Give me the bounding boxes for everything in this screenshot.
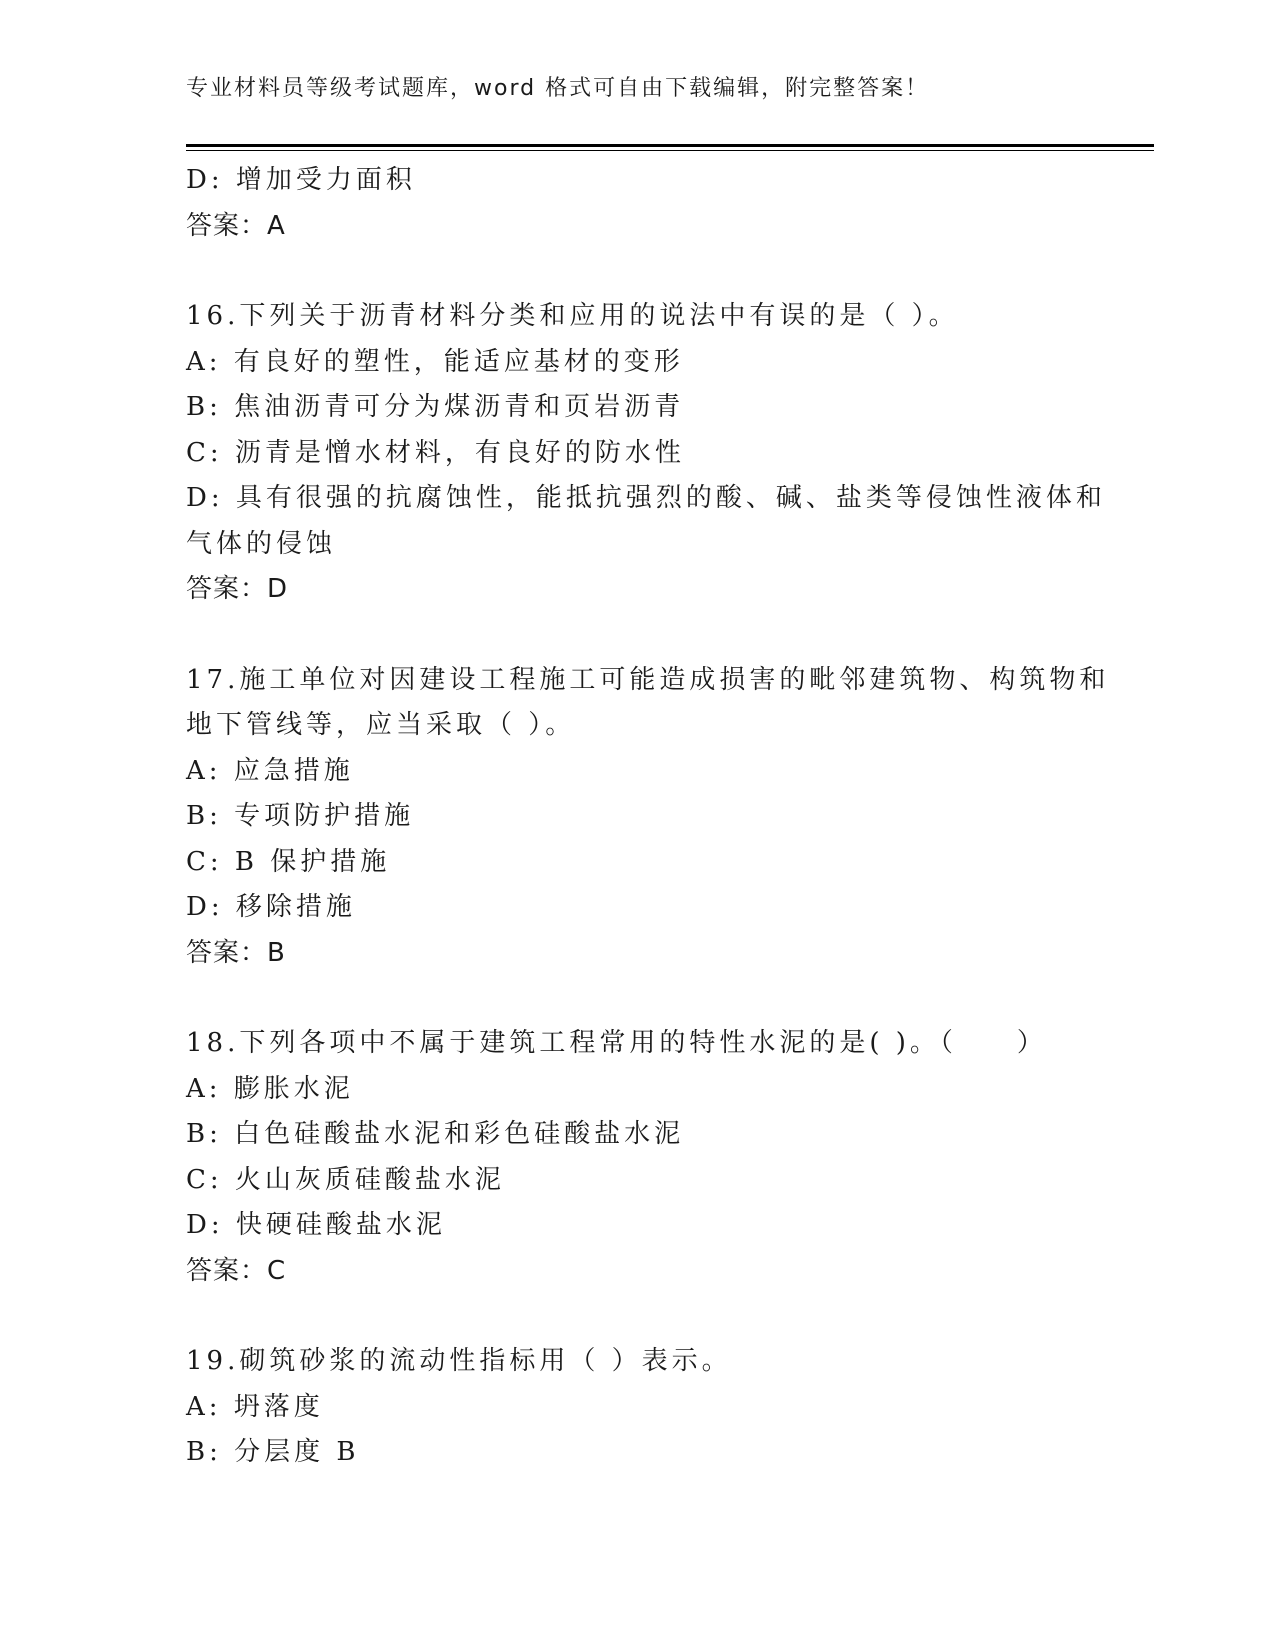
- q16-option-a: A: 有良好的塑性，能适应基材的变形: [186, 346, 684, 377]
- header-rule-thin: [186, 150, 1154, 151]
- spacer: [186, 976, 1086, 1021]
- q18-option-a: A: 膨胀水泥: [186, 1073, 354, 1104]
- spacer: [186, 249, 1086, 294]
- q18-option-d: D: 快硬硅酸盐水泥: [186, 1210, 446, 1240]
- q17-option-c: C: B 保护措施: [186, 846, 391, 877]
- question-content: [186, 158, 1110, 1476]
- q17-question-line2: 地下管线等，应当采取（ ）。: [186, 710, 576, 740]
- q16-option-d-line1: D: 具有很强的抗腐蚀性，能抵抗强烈的酸、碱、盐类等侵蚀性液体和: [186, 483, 1106, 513]
- q18-option-c: C: 火山灰质硅酸盐水泥: [186, 1164, 505, 1195]
- q17-option-b: B: 专项防护措施: [186, 801, 415, 831]
- q15-answer: 答案：A: [186, 210, 286, 241]
- q19-option-a: A: 坍落度: [186, 1391, 324, 1422]
- q17-option-d: D: 移除措施: [186, 892, 356, 922]
- header-rule-thick: [186, 144, 1154, 147]
- q19-option-b: B: 分层度 B: [186, 1437, 360, 1467]
- q17-answer: 答案：B: [186, 937, 286, 968]
- q18-answer: 答案：C: [186, 1255, 287, 1286]
- q15-option-d: D: 增加受力面积: [186, 165, 416, 195]
- q18-option-b: B: 白色硅酸盐水泥和彩色硅酸盐水泥: [186, 1119, 685, 1149]
- q17-option-a: A: 应急措施: [186, 755, 354, 786]
- q16-option-b: B: 焦油沥青可分为煤沥青和页岩沥青: [186, 392, 685, 422]
- page-header: 专业材料员等级考试题库，word 格式可自由下载编辑，附完整答案！: [186, 76, 930, 101]
- q18-question: 18.下列各项中不属于建筑工程常用的特性水泥的是( )。（ ）: [186, 1028, 1047, 1058]
- spacer: [186, 1294, 1086, 1339]
- q16-question: 16.下列关于沥青材料分类和应用的说法中有误的是（ ）。: [186, 301, 959, 331]
- spacer: [186, 613, 1086, 658]
- q17-question-line1: 17.施工单位对因建设工程施工可能造成损害的毗邻建筑物、构筑物和: [186, 664, 1110, 695]
- q16-answer: 答案：D: [186, 574, 289, 604]
- q19-question: 19.砌筑砂浆的流动性指标用（ ）表示。: [186, 1346, 732, 1376]
- q16-option-c: C: 沥青是憎水材料，有良好的防水性: [186, 437, 685, 468]
- q16-option-d-line2: 气体的侵蚀: [186, 528, 337, 559]
